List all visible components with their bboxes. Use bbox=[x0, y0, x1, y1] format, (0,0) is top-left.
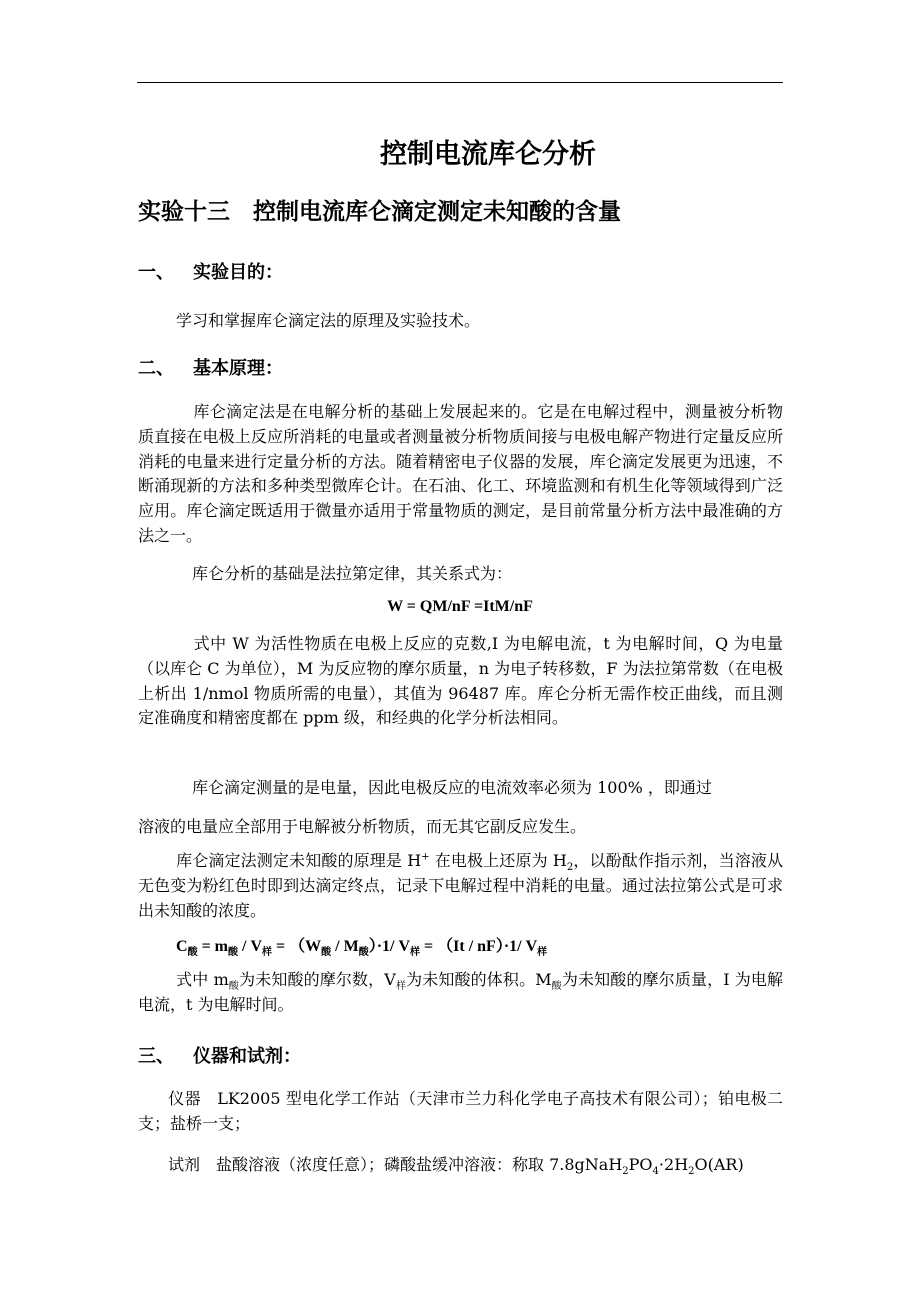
header-rule bbox=[137, 82, 783, 83]
section-heading-instruments bbox=[138, 1042, 301, 1068]
instruments-text: 仪器 LK2005 型电化学工作站（天津市兰力科化学电子高技术有限公司）；铂电极二支；盐桥一支； bbox=[138, 1089, 783, 1133]
principle-paragraph-5: 库仑滴定法测定未知酸的原理是 H+ 在电极上还原为 $H_2$，以酚酞作指示剂，当溶液从无色变为粉红色时即到达滴定终点，记录下电解过程中消耗的电量。通过法拉第公式是可求出未知酸的浓度。 bbox=[138, 851, 783, 920]
principle-paragraph-6: 式中 $m_酸$为未知酸的摩尔数，$V_样$为未知酸的体积。$M_酸$为未知酸的摩尔质量，I 为电解电流，t 为电解时间。 bbox=[138, 970, 784, 1014]
section-number: 一、 bbox=[138, 262, 174, 283]
section-label: 仪器和试剂： bbox=[193, 1046, 301, 1067]
section-label: 实验目的： bbox=[193, 262, 283, 283]
principle-paragraph-2: 库仑分析的基础是法拉第定律，其关系式为： bbox=[192, 564, 513, 583]
document-title: 控制电流库仑分析 bbox=[380, 139, 596, 170]
principle-paragraph-3: 式中 W 为活性物质在电极上反应的克数,I 为电解电流，t 为电解时间，Q 为电量（以库仑 C 为单位），M 为反应物的摩尔质量，n 为电子转移数，F 为法拉第常数（在电极上析出 1/nmol 物质所需的电量），其值为 96487 库。库仑分析无需作校正曲线，而且测定准确度和精密度都在 ppm 级，和经典的化学分析法相同。 bbox=[138, 634, 783, 728]
section-number: 三、 bbox=[138, 1046, 174, 1067]
faraday-formula: W = QM/nF =ItM/nF bbox=[387, 598, 533, 615]
principle-paragraph-4a: 库仑滴定测量的是电量，因此电极反应的电流效率必须为 100% ，即通过 bbox=[192, 778, 712, 797]
principle-paragraph-1: 库仑滴定法是在电解分析的基础上发展起来的。它是在电解过程中，测量被分析物质直接在电极上反应所消耗的电量或者测量被分析物质间接与电极电解产物进行定量反应所消耗的电量来进行定量分析的方法。随着精密电子仪器的发展，库仑滴定发展更为迅速，不断涌现新的方法和多种类型微库仑计。在石油、化工、环境监测和有机生化等领域得到广泛应用。库仑滴定既适用于微量亦适用于常量物质的测定，是目前常量分析方法中最准确的方法之一。 bbox=[138, 402, 783, 545]
principle-paragraph-4b: 溶液的电量应全部用于电解被分析物质，而无其它副反应发生。 bbox=[138, 817, 587, 836]
purpose-text: 学习和掌握库仑滴定法的原理及实验技术。 bbox=[176, 311, 481, 330]
experiment-subtitle: 实验十三 控制电流库仑滴定测定未知酸的含量 bbox=[138, 199, 621, 225]
concentration-formula: $C_酸 = m_酸 / V_样 = (W_酸 / M_酸)\cdot 1/$ $V_样 = (It / nF)\cdot 1/$ $V_样$ bbox=[176, 938, 548, 959]
section-label: 基本原理： bbox=[193, 358, 283, 379]
section-number: 二、 bbox=[138, 358, 174, 379]
section-heading-purpose bbox=[138, 258, 283, 284]
reagents-text: 试剂 盐酸溶液（浓度任意）；磷酸盐缓冲溶液：称取 $7.8gNaH_2PO_4\cdot 2H_2O(AR)$ bbox=[168, 1155, 744, 1178]
section-heading-principle bbox=[138, 354, 283, 380]
